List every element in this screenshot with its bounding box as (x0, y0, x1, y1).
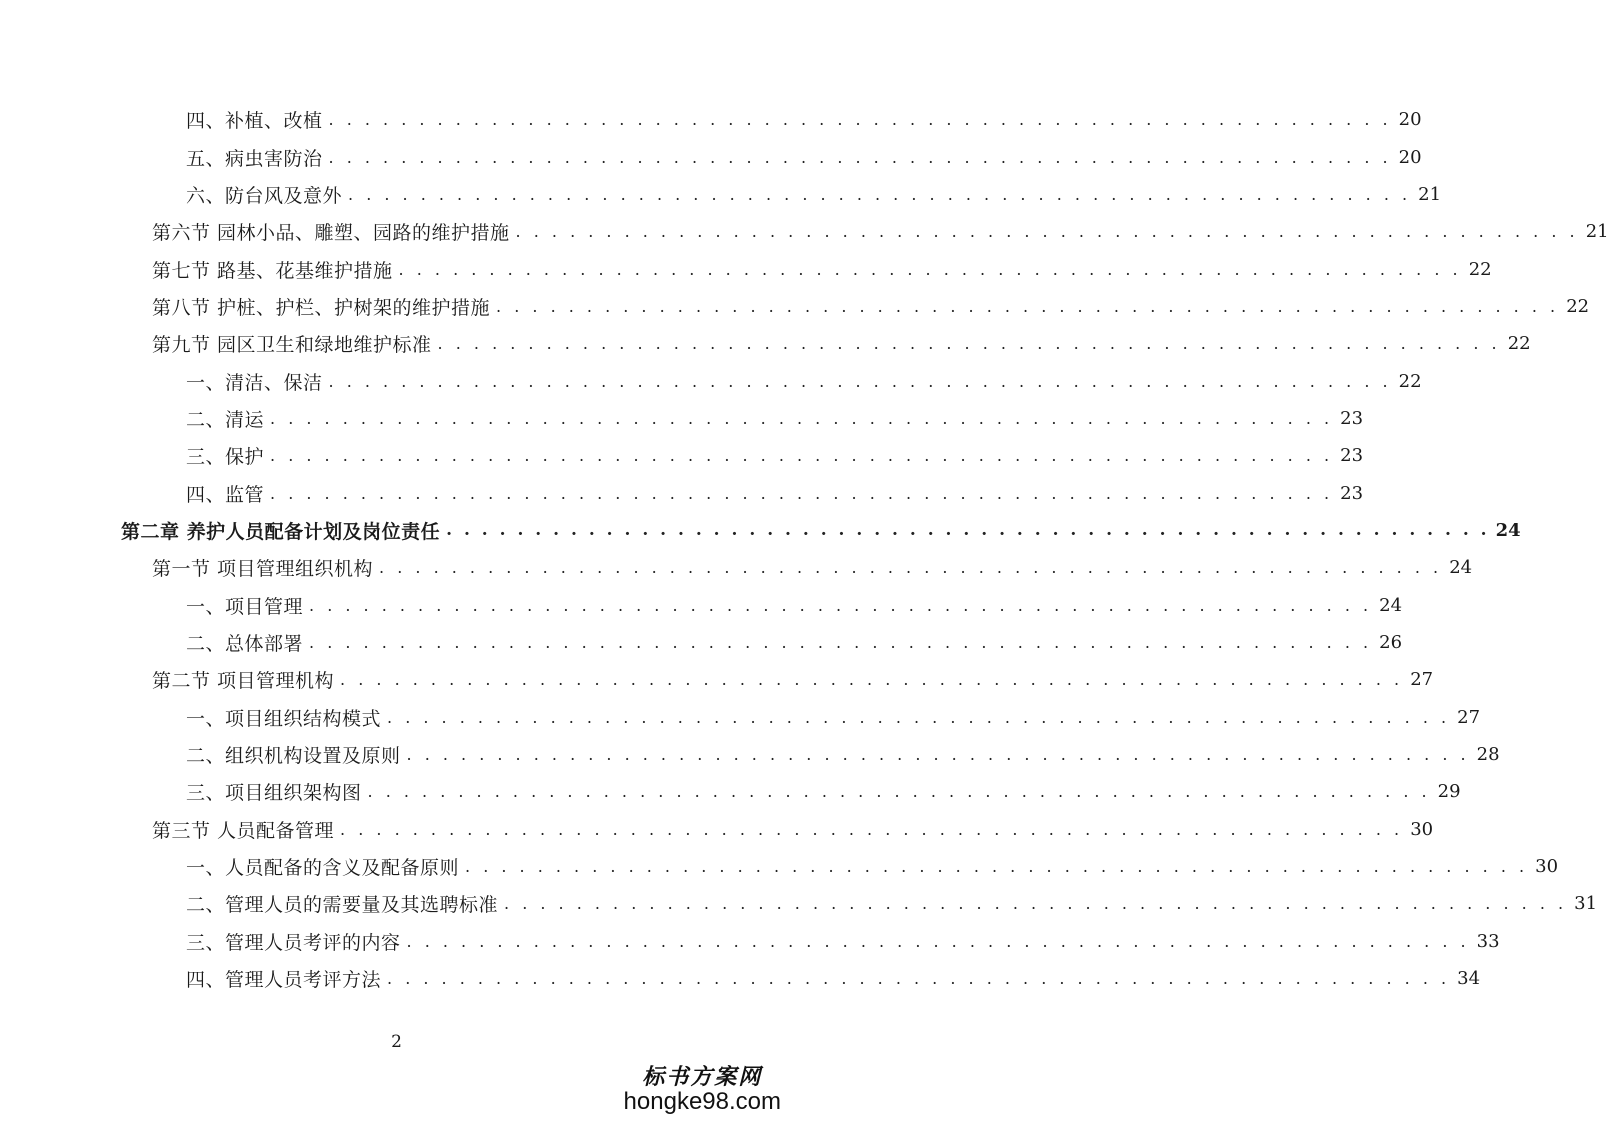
toc-entry-page: 23 (1340, 407, 1364, 429)
toc-entry-title: 六、防台风及意外 (186, 184, 343, 207)
toc-entry[interactable] (0, 437, 1364, 474)
toc-dot-leader: . . . . . . . . . . . . . . . . . . . . . . . . . . . . . . . . . . . . . . . . . . . . . . . . . . . . . . . . . . . (328, 110, 1392, 130)
toc-entry[interactable] (0, 923, 1500, 960)
toc-entry-page: 24 (1379, 594, 1403, 616)
toc-entry-page: 30 (1410, 818, 1434, 840)
toc-entry-title: 四、管理人员考评方法 (186, 969, 382, 992)
toc-entry-page: 20 (1398, 146, 1422, 168)
toc-entry[interactable] (0, 400, 1364, 437)
toc-entry[interactable] (0, 213, 1609, 250)
toc-entry[interactable] (0, 362, 1422, 399)
toc-dot-leader: . . . . . . . . . . . . . . . . . . . . . . . . . . . . . . . . . . . . . . . . . . . . . . . . . . . . . . . . . . . (465, 857, 1529, 877)
toc-entry[interactable] (0, 474, 1364, 511)
toc-entry[interactable] (0, 101, 1422, 138)
toc-entry-page: 28 (1476, 744, 1500, 766)
toc-entry[interactable] (0, 250, 1492, 287)
toc-dot-leader: . . . . . . . . . . . . . . . . . . . . . . . . . . . . . . . . . . . . . . . . . . . . . . . . . . . . . . . . . . . (406, 745, 1470, 765)
toc-entry-title: 二、清运 (186, 408, 265, 431)
toc-entry[interactable] (0, 549, 1473, 586)
toc-entry-title: 五、病虫害防治 (186, 147, 323, 170)
toc-entry-title: 二、管理人员的需要量及其选聘标准 (186, 894, 499, 917)
toc-entry[interactable] (0, 885, 1598, 922)
toc-entry-page: 22 (1468, 258, 1492, 280)
toc-dot-leader: . . . . . . . . . . . . . . . . . . . . . . . . . . . . . . . . . . . . . . . . . . . . . . . . . . . . . . . . . . . (367, 782, 1431, 802)
toc-entry-title: 三、管理人员考评的内容 (186, 931, 401, 954)
toc-dot-leader: . . . . . . . . . . . . . . . . . . . . . . . . . . . . . . . . . . . . . . . . . . . . . . . . . . . . . . . . . . . (340, 819, 1404, 839)
toc-entry-page: 21 (1585, 221, 1609, 243)
toc-dot-leader: . . . . . . . . . . . . . . . . . . . . . . . . . . . . . . . . . . . . . . . . . . . . . . . . . . . . . . . . . . . (270, 483, 1334, 503)
toc-entry-title: 一、人员配备的含义及配备原则 (186, 857, 460, 880)
toc-entry-page: 33 (1476, 930, 1500, 952)
toc-entry-page: 23 (1340, 482, 1364, 504)
toc-entry-title: 三、保护 (186, 446, 265, 469)
toc-dot-leader: . . . . . . . . . . . . . . . . . . . . . . . . . . . . . . . . . . . . . . . . . . . . . . . . . . . . . . . . . . . (406, 931, 1470, 951)
toc-dot-leader: . . . . . . . . . . . . . . . . . . . . . . . . . . . . . . . . . . . . . . . . . . . . . . . . . . . . . . . . . . . (387, 969, 1451, 989)
toc-dot-leader: . . . . . . . . . . . . . . . . . . . . . . . . . . . . . . . . . . . . . . . . . . . . . . . . . . . . . . . . . . . (270, 408, 1334, 428)
toc-entry-title: 二、总体部署 (186, 632, 304, 655)
toc-entry-page: 22 (1398, 370, 1422, 392)
toc-entry[interactable] (0, 325, 1531, 362)
toc-entry-title: 第三节 人员配备管理 (152, 819, 335, 842)
toc-entry[interactable] (0, 811, 1434, 848)
toc-entry-title: 第二节 项目管理机构 (152, 670, 335, 693)
toc-dot-leader: . . . . . . . . . . . . . . . . . . . . . . . . . . . . . . . . . . . . . . . . . . . . . . . . . . . . . . . . . . . (446, 520, 1490, 541)
toc-dot-leader: . . . . . . . . . . . . . . . . . . . . . . . . . . . . . . . . . . . . . . . . . . . . . . . . . . . . . . . . . . . (379, 558, 1443, 578)
toc-entry-page: 30 (1535, 856, 1559, 878)
toc-dot-leader: . . . . . . . . . . . . . . . . . . . . . . . . . . . . . . . . . . . . . . . . . . . . . . . . . . . . . . . . . . . (348, 184, 1412, 204)
toc-dot-leader: . . . . . . . . . . . . . . . . . . . . . . . . . . . . . . . . . . . . . . . . . . . . . . . . . . . . . . . . . . . (496, 296, 1560, 316)
toc-entry[interactable] (0, 624, 1403, 661)
toc-entry-page: 29 (1437, 781, 1461, 803)
toc-entry[interactable] (0, 288, 1590, 325)
toc-entry-title: 一、项目组织结构模式 (186, 707, 382, 730)
watermark-url: hongke98.com (623, 1087, 781, 1115)
toc-dot-leader: . . . . . . . . . . . . . . . . . . . . . . . . . . . . . . . . . . . . . . . . . . . . . . . . . . . . . . . . . . . (328, 147, 1392, 167)
toc-entry-title: 第一节 项目管理组织机构 (152, 558, 374, 581)
toc-entry-title: 一、清洁、保洁 (186, 371, 323, 394)
toc-entry[interactable] (0, 586, 1403, 623)
toc-entry[interactable] (0, 960, 1481, 997)
toc-entry[interactable] (0, 138, 1422, 175)
toc-entry-page: 22 (1507, 333, 1531, 355)
toc-dot-leader: . . . . . . . . . . . . . . . . . . . . . . . . . . . . . . . . . . . . . . . . . . . . . . . . . . . . . . . . . . . (309, 632, 1373, 652)
toc-entry-title: 第六节 园林小品、雕塑、园路的维护措施 (152, 222, 510, 245)
toc-entry[interactable] (0, 176, 1442, 213)
toc-entry-title: 二、组织机构设置及原则 (186, 745, 401, 768)
toc-entry-page: 23 (1340, 445, 1364, 467)
toc-entry-page: 26 (1379, 631, 1403, 653)
toc-dot-leader: . . . . . . . . . . . . . . . . . . . . . . . . . . . . . . . . . . . . . . . . . . . . . . . . . . . . . . . . . . . (437, 334, 1501, 354)
toc-dot-leader: . . . . . . . . . . . . . . . . . . . . . . . . . . . . . . . . . . . . . . . . . . . . . . . . . . . . . . . . . . . (309, 595, 1373, 615)
toc-dot-leader: . . . . . . . . . . . . . . . . . . . . . . . . . . . . . . . . . . . . . . . . . . . . . . . . . . . . . . . . . . . (515, 222, 1579, 242)
toc-entry-title: 第七节 路基、花基维护措施 (152, 259, 393, 282)
toc-dot-leader: . . . . . . . . . . . . . . . . . . . . . . . . . . . . . . . . . . . . . . . . . . . . . . . . . . . . . . . . . . . (504, 894, 1568, 914)
toc-entry-page: 24 (1449, 557, 1473, 579)
toc-entry-title: 三、项目组织架构图 (186, 782, 362, 805)
toc-dot-leader: . . . . . . . . . . . . . . . . . . . . . . . . . . . . . . . . . . . . . . . . . . . . . . . . . . . . . . . . . . . (387, 707, 1451, 727)
toc-entry-title: 第二章 养护人员配备计划及岗位责任 (121, 520, 441, 543)
toc-entry-title: 第八节 护桩、护栏、护树架的维护措施 (152, 296, 491, 319)
toc-entry-title: 四、补植、改植 (186, 110, 323, 133)
toc-entry[interactable] (0, 661, 1434, 698)
toc-entry-page: 22 (1566, 295, 1590, 317)
toc-entry-page: 34 (1457, 968, 1481, 990)
toc-dot-leader: . . . . . . . . . . . . . . . . . . . . . . . . . . . . . . . . . . . . . . . . . . . . . . . . . . . . . . . . . . . (270, 446, 1334, 466)
toc-entry-page: 27 (1457, 706, 1481, 728)
toc-dot-leader: . . . . . . . . . . . . . . . . . . . . . . . . . . . . . . . . . . . . . . . . . . . . . . . . . . . . . . . . . . . (398, 259, 1462, 279)
toc-dot-leader: . . . . . . . . . . . . . . . . . . . . . . . . . . . . . . . . . . . . . . . . . . . . . . . . . . . . . . . . . . . (328, 371, 1392, 391)
toc-entry-page: 27 (1410, 669, 1434, 691)
toc-entry[interactable] (0, 848, 1559, 885)
toc-entry-page: 24 (1495, 519, 1521, 541)
toc-entry-page: 31 (1574, 893, 1598, 915)
toc-entry-page: 21 (1418, 183, 1442, 205)
page-number: 2 (391, 1032, 402, 1052)
toc-entry[interactable] (0, 736, 1500, 773)
table-of-contents (0, 101, 1609, 997)
toc-entry[interactable] (0, 699, 1481, 736)
toc-entry-title: 四、监管 (186, 483, 265, 506)
watermark-title: 标书方案网 (642, 1064, 763, 1090)
toc-entry-title: 一、项目管理 (186, 595, 304, 618)
site-watermark (624, 1066, 781, 1114)
toc-entry-page: 20 (1398, 109, 1422, 131)
toc-dot-leader: . . . . . . . . . . . . . . . . . . . . . . . . . . . . . . . . . . . . . . . . . . . . . . . . . . . . . . . . . . . (340, 670, 1404, 690)
toc-entry-title: 第九节 园区卫生和绿地维护标准 (152, 334, 432, 357)
toc-entry[interactable] (0, 773, 1461, 810)
toc-entry[interactable] (0, 512, 1521, 549)
